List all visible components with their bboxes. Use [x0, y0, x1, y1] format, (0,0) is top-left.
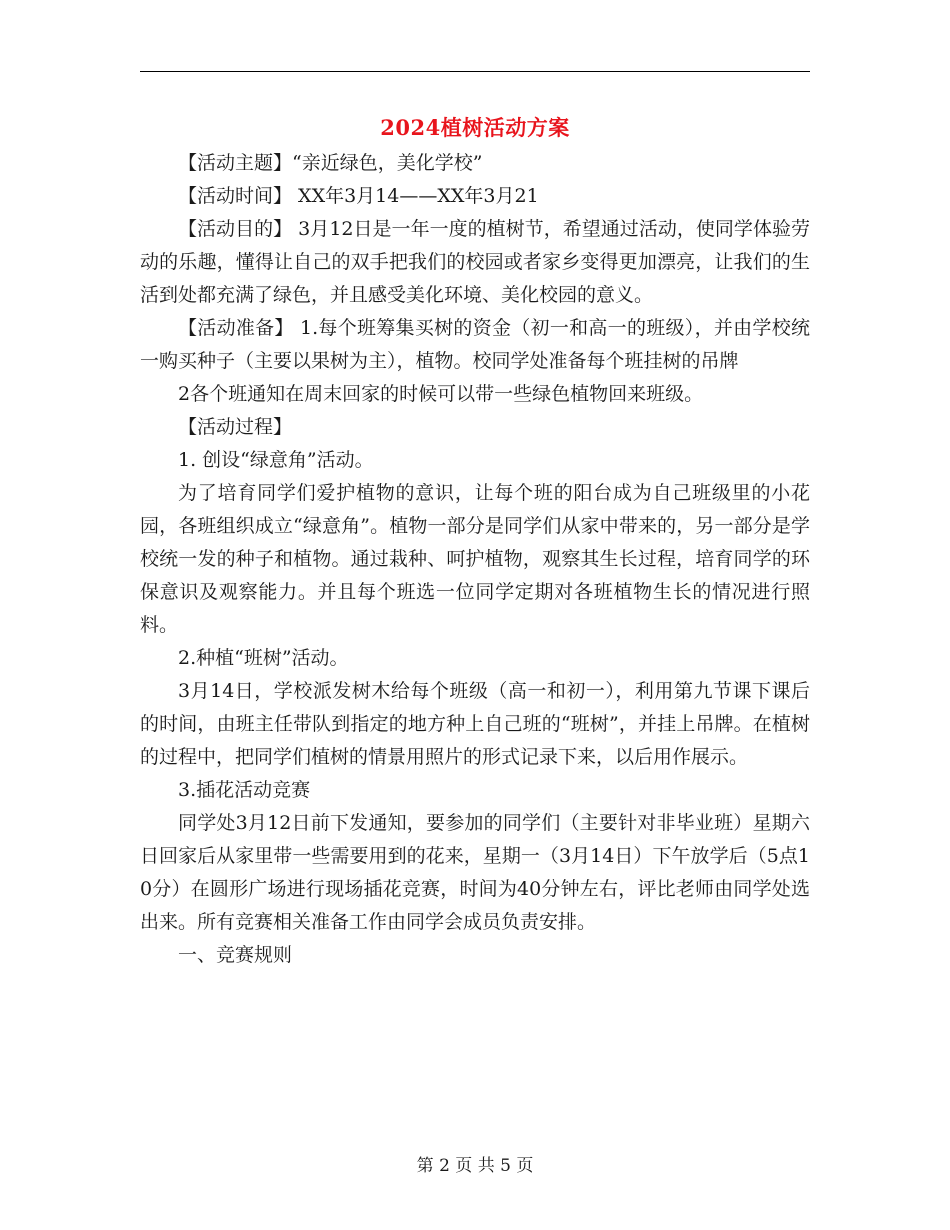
paragraph-flower: 同学处3月12日前下发通知，要参加的同学们（主要针对非毕业班）星期六日回家后从家里带一些需要用到的花来，星期一（3月14日）下午放学后（5点10分）在圆形广场进行现场插花竞赛，时间为40分钟左右，评比老师由同学处选出来。所有竞赛相关准备工作由同学会成员负责安排。 — [140, 812, 810, 933]
document-body — [140, 147, 810, 972]
paragraph-flower-heading: 3.插花活动竞赛 — [178, 779, 311, 801]
paragraph-purpose: 【活动目的】 3月12日是一年一度的植树节，希望通过活动，使同学体验劳动的乐趣，懂得让自己的双手把我们的校园或者家乡变得更加漂亮，让我们的生活到处都充满了绿色，并且感受美化环境、美化校园的意义。 — [140, 218, 810, 306]
paragraph-green-corner-heading: 1. 创设“绿意角”活动。 — [178, 449, 374, 471]
paragraph-preparation-2: 2各个班通知在周末回家的时候可以带一些绿色植物回来班级。 — [178, 383, 704, 405]
paragraph-process-heading: 【活动过程】 — [178, 416, 293, 438]
paragraph-green-corner: 为了培育同学们爱护植物的意识，让每个班的阳台成为自己班级里的小花园，各班组织成立“绿意角”。植物一部分是同学们从家中带来的，另一部分是学校统一发的种子和植物。通过栽种、呵护植物，观察其生长过程，培育同学的环保意识及观察能力。并且每个班选一位同学定期对各班植物生长的情况进行照料。 — [140, 482, 810, 636]
header-rule — [140, 71, 810, 72]
paragraph-class-tree-heading: 2.种植“班树”活动。 — [178, 647, 349, 669]
page-footer: 第 2 页 共 5 页 — [416, 1156, 534, 1176]
paragraph-preparation: 【活动准备】 1.每个班筹集买树的资金（初一和高一的班级），并由学校统一购买种子（主要以果树为主），植物。校同学处准备每个班挂树的吊牌 — [140, 317, 810, 372]
paragraph-class-tree: 3月14日，学校派发树木给每个班级（高一和初一），利用第九节课下课后的时间，由班主任带队到指定的地方种上自己班的“班树”，并挂上吊牌。在植树的过程中，把同学们植树的情景用照片的形式记录下来，以后用作展示。 — [140, 680, 810, 768]
paragraph-theme: 【活动主题】“亲近绿色，美化学校” — [178, 152, 483, 174]
paragraph-rules-heading: 一、竞赛规则 — [178, 944, 293, 966]
paragraph-time: 【活动时间】 XX年3月14——XX年3月21 — [178, 185, 539, 207]
document-title: 2024植树活动方案 — [380, 115, 570, 140]
